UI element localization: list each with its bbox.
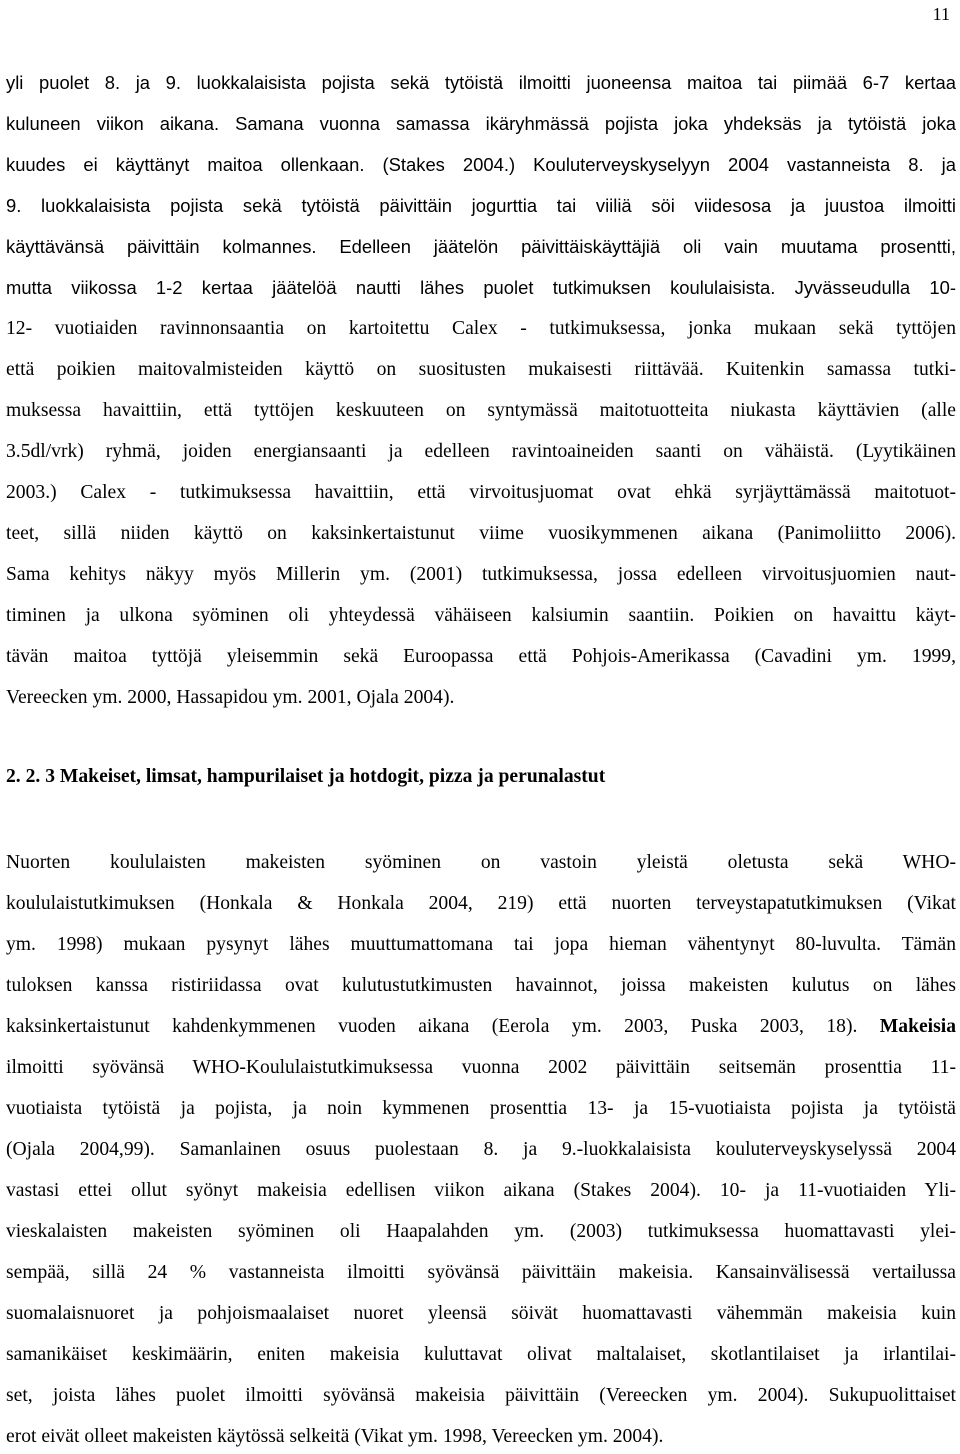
text-line: timinen ja ulkona syöminen oli yhteydessä vähäiseen kalsiumin saantiin. Poikien on havaittu käyt- (6, 605, 956, 626)
text-line: erot eivät olleet makeisten käytössä selkeitä (Vikat ym. 1998, Vereecken ym. 2004). (6, 1426, 664, 1447)
text-line: ilmoitti syövänsä WHO-Koululaistutkimuksessa vuonna 2002 päivittäin seitsemän prosenttia 11- (6, 1057, 956, 1078)
text-line: yli puolet 8. ja 9. luokkalaisista pojista sekä tytöistä ilmoitti juoneensa maitoa tai piimää 6-7 kertaa (6, 72, 956, 93)
page-number: 11 (932, 4, 950, 24)
text-line-with-bold (6, 1006, 956, 1047)
text-line: vuotiaista tytöistä ja pojista, ja noin kymmenen prosenttia 13- ja 15-vuotiaista pojista ja tytöistä (6, 1098, 956, 1119)
text-line: teet, sillä niiden käyttö on kaksinkertaistunut viime vuosikymmenen aikana (Panimoliitto 2006). (6, 523, 956, 544)
text-line: samanikäiset keskimäärin, eniten makeisia kuluttavat olivat maltalaiset, skotlantilaiset ja irlantilai- (6, 1344, 956, 1365)
text-line: käyttävänsä päivittäin kolmannes. Edelleen jäätelön päivittäiskäyttäjiä oli vain muutama prosentti, (6, 236, 956, 257)
text-line: tävän maitoa tyttöjä yleisemmin sekä Euroopassa että Pohjois-Amerikassa (Cavadini ym. 1999, (6, 646, 956, 667)
text-line: tuloksen kanssa ristiriidassa ovat kulutustutkimusten havainnot, joissa makeisten kulutus on lähes (6, 975, 956, 996)
text-line: mutta viikossa 1-2 kertaa jäätelöä nautti lähes puolet tutkimuksen koululaisista. Jyvässeudulla 10- (6, 277, 956, 298)
text-line: että poikien maitovalmisteiden käyttö on suositusten mukaisesti riittävää. Kuitenkin samassa tutki- (6, 359, 956, 380)
text-line: koululaistutkimuksen (Honkala & Honkala 2004, 219) että nuorten terveystapatutkimuksen (Vikat (6, 893, 956, 914)
bold-word: Makeisia (879, 1016, 956, 1037)
text-line: 2003.) Calex - tutkimuksessa havaittiin, että virvoitusjuomat ovat ehkä syrjäyttämässä maitotuot- (6, 482, 956, 503)
text-line: set, joista lähes puolet ilmoitti syövänsä makeisia päivittäin (Vereecken ym. 2004). Sukupuolittaiset (6, 1385, 956, 1406)
text-line: Vereecken ym. 2000, Hassapidou ym. 2001, Ojala 2004). (6, 687, 455, 708)
text-line: (Ojala 2004,99). Samanlainen osuus puolestaan 8. ja 9.-luokkalaisista kouluterveyskyselyssä 2004 (6, 1139, 956, 1160)
text-line: ym. 1998) mukaan pysynyt lähes muuttumattomana tai jopa hieman vähentynyt 80-luvulta. Tämän (6, 934, 956, 955)
text-line: Nuorten koululaisten makeisten syöminen on vastoin yleistä oletusta sekä WHO- (6, 852, 956, 873)
text-line: kuluneen viikon aikana. Samana vuonna samassa ikäryhmässä pojista joka yhdeksäs ja tytöistä joka (6, 113, 956, 134)
section-heading: 2. 2. 3 Makeiset, limsat, hampurilaiset ja hotdogit, pizza ja perunalastut (6, 766, 606, 787)
text-line: sempää, sillä 24 % vastanneista ilmoitti syövänsä päivittäin makeisia. Kansainvälisessä vertailussa (6, 1262, 956, 1283)
text-line: kuudes ei käyttänyt maitoa ollenkaan. (Stakes 2004.) Kouluterveyskyselyyn 2004 vastanneista 8. ja (6, 154, 956, 175)
text-line: 12- vuotiaiden ravinnonsaantia on kartoitettu Calex - tutkimuksessa, jonka mukaan sekä tyttöjen (6, 318, 956, 339)
text-line: muksessa havaittiin, että tyttöjen keskuuteen on syntymässä maitotuotteita niukasta käyttävien (alle (6, 400, 956, 421)
paragraph-sweets (6, 842, 956, 1454)
text-line: 9. luokkalaisista pojista sekä tytöistä päivittäin jogurttia tai viiliä söi viidesosa ja juustoa ilmoitti (6, 195, 956, 216)
text-line: suomalaisnuoret ja pohjoismaalaiset nuoret yleensä söivät huomattavasti vähemmän makeisia kuin (6, 1303, 956, 1324)
text-line: vieskalaisten makeisten syöminen oli Haapalahden ym. (2003) tutkimuksessa huomattavasti ylei- (6, 1221, 956, 1242)
text-line: 3.5dl/vrk) ryhmä, joiden energiansaanti ja edelleen ravintoaineiden saanti on vähäistä. (Lyytikäinen (6, 441, 956, 462)
text-line: Sama kehitys näkyy myös Millerin ym. (2001) tutkimuksessa, jossa edelleen virvoitusjuomien naut- (6, 564, 956, 585)
text-line: vastasi ettei ollut syönyt makeisia edellisen viikon aikana (Stakes 2004). 10- ja 11-vuotiaiden Yli- (6, 1180, 956, 1201)
paragraph-dairy (6, 62, 956, 718)
text-span: kaksinkertaistunut kahdenkymmenen vuoden aikana (Eerola ym. 2003, Puska 2003, 18). (6, 1016, 858, 1037)
